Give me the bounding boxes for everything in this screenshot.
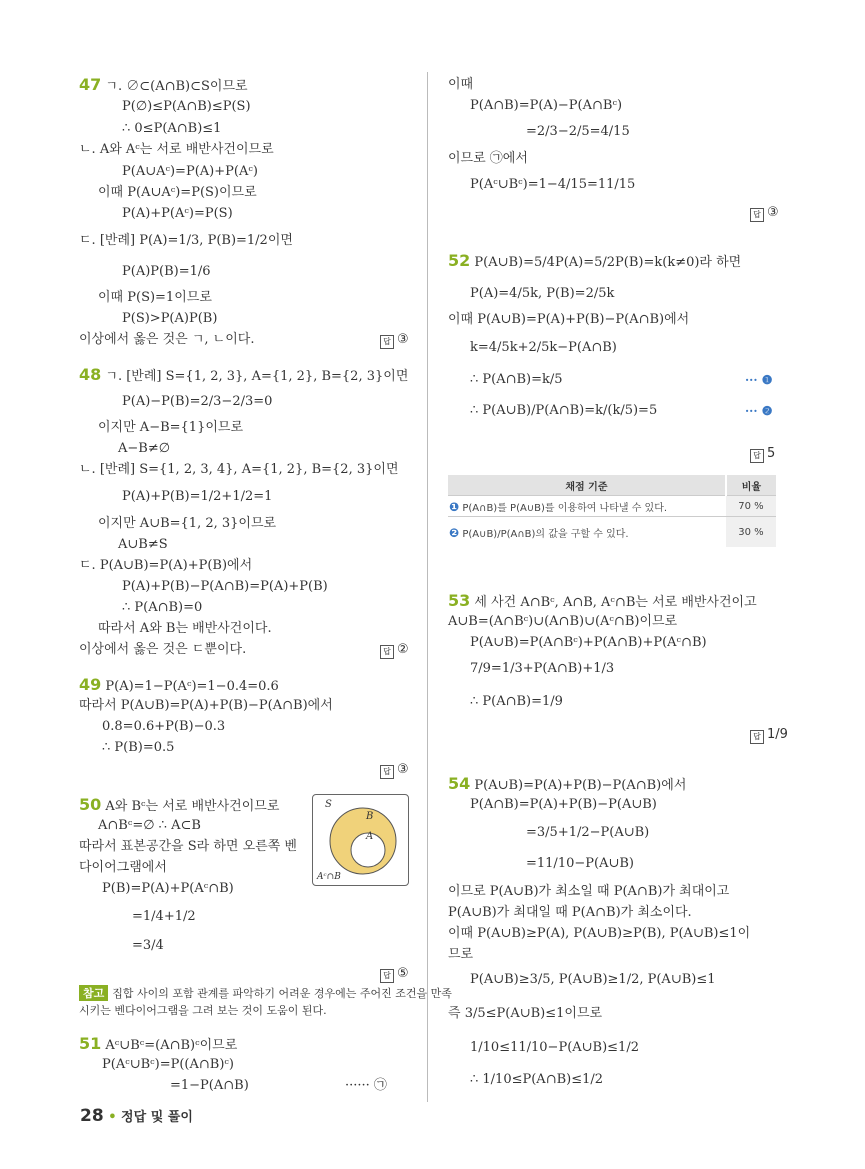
text-line: =1/4+1/2 [132,909,196,924]
answer-49: 답 ③ [380,762,409,779]
text-line: ∴ 0≤P(A∩B)≤1 [122,121,222,136]
problem-50: 50 A와 Bᶜ는 서로 배반사건이므로 [79,795,280,814]
text-line: =3/4 [132,938,164,953]
text-line: A∪B≠S [118,537,168,552]
page-number: 28 [80,1106,104,1126]
problem-52: 52 P(A∪B)=5/4P(A)=5/2P(B)=k(k≠0)라 하면 [448,251,742,270]
problem-51: 51 Aᶜ∪Bᶜ=(A∩B)ᶜ이므로 [79,1034,238,1053]
text-line: ㄴ. A와 Aᶜ는 서로 배반사건이므로 [79,142,274,157]
text-line: 즉 3/5≤P(A∪B)≤1이므로 [448,1006,603,1021]
text-line: 이므로 P(A∪B)가 최소일 때 P(A∩B)가 최대이고 [448,884,730,899]
text-line: A−B≠∅ [118,441,171,456]
note-tag: 참고 [79,985,108,1001]
venn-label-s: S [325,799,332,810]
problem-number: 48 [79,365,102,384]
text-line: 따라서 A와 B는 배반사건이다. [98,621,272,636]
text-line: 이므로 ㉠에서 [448,151,528,166]
footer-label: 정답 및 풀이 [121,1110,193,1125]
text-line: 0.8=0.6+P(B)−0.3 [102,719,226,734]
text-line: =2/3−2/5=4/15 [526,124,630,139]
answer-icon: 답 [750,730,764,744]
text-line: P(A∪B)=P(A∩Bᶜ)+P(A∩B)+P(Aᶜ∩B) [470,635,707,650]
venn-label-b: B [366,811,374,822]
answer-51: 답 ③ [750,205,779,222]
table-row: ❶ P(A∩B)를 P(A∪B)를 이용하여 나타낼 수 있다. 70 % [448,496,776,517]
text-line: A∪B=(A∩Bᶜ)∪(A∩B)∪(Aᶜ∩B)이므로 [448,614,678,629]
answer-53: 답 1/9 [750,727,788,744]
answer-icon: 답 [380,969,394,983]
venn-label-ac-b: Aᶜ∩B [317,872,341,882]
answer-icon: 답 [750,449,764,463]
text-line: P(A∪Aᶜ)=P(A)+P(Aᶜ) [122,164,258,179]
answer-icon: 답 [380,335,394,349]
text-line: P(A)+P(Aᶜ)=P(S) [122,206,233,221]
text-line: 이때 [448,77,474,92]
text-line: P(A∩B)=P(A)+P(B)−P(A∪B) [470,797,657,812]
column-divider [427,72,428,1102]
venn-label-a: A [366,831,374,842]
problem-number: 49 [79,675,102,694]
text-line: 므로 [448,947,474,962]
text-line: k=4/5k+2/5k−P(A∩B) [470,340,617,355]
text-line: ∴ P(A∩B)=k/5 [470,372,563,387]
text-line: ∴ P(A∩B)=0 [122,600,203,615]
text-line: P(A∩B)=P(A)−P(A∩Bᶜ) [470,98,623,113]
problem-number: 53 [448,591,471,610]
answer-47: 답 ③ [380,332,409,349]
text-line: ㄷ. [반례] P(A)=1/3, P(B)=1/2이면 [79,233,293,248]
text-line: P(A)=4/5k, P(B)=2/5k [470,286,615,301]
text-line: ······ ㉠ [345,1078,387,1093]
text-line: P(A)P(B)=1/6 [122,264,211,279]
text-line: 1/10≤11/10−P(A∪B)≤1/2 [470,1040,639,1055]
text-line: ∴ P(B)=0.5 [102,740,175,755]
text-line: 이때 P(S)=1이므로 [98,290,212,305]
answer-icon: 답 [380,645,394,659]
text-line: 따라서 P(A∪B)=P(A)+P(B)−P(A∩B)에서 [79,698,333,713]
text-line: P(A)+P(B)−P(A∩B)=P(A)+P(B) [122,579,328,594]
text-line: =11/10−P(A∪B) [526,856,634,871]
problem-49: 49 P(A)=1−P(Aᶜ)=1−0.4=0.6 [79,675,279,694]
venn-diagram [312,794,409,886]
text-line: 이지만 A−B={1}이므로 [98,420,244,435]
text-line: ∴ P(A∩B)=1/9 [470,694,563,709]
text-line: P(A∪B)≥3/5, P(A∪B)≥1/2, P(A∪B)≤1 [470,972,716,987]
answer-48: 답 ② [380,642,409,659]
text-line: =3/5+1/2−P(A∪B) [526,825,650,840]
text-line: ∴ 1/10≤P(A∩B)≤1/2 [470,1072,604,1087]
step-marker-1: ··· ❶ [745,373,773,387]
text-line: 이때 P(A∪B)=P(A)+P(B)−P(A∩B)에서 [448,312,690,327]
note: 참고 집합 사이의 포함 관계를 파악하기 어려운 경우에는 주어진 조건을 만족 [79,985,452,1001]
answer-icon: 답 [750,208,764,222]
text-line: ∴ P(A∪B)/P(A∩B)=k/(k/5)=5 [470,403,658,418]
text-line: P(A)+P(B)=1/2+1/2=1 [122,489,273,504]
text-line: P(∅)≤P(A∩B)≤P(S) [122,99,251,114]
problem-number: 52 [448,251,471,270]
text-line: P(A∪B)가 최대일 때 P(A∩B)가 최소이다. [448,905,692,920]
answer-52: 답 5 [750,446,775,463]
text-line: 따라서 표본공간을 S라 하면 오른쪽 벤 [79,839,297,854]
answer-50: 답 ⑤ [380,966,409,983]
problem-47: 47 ㄱ. ∅⊂(A∩B)⊂S이므로 [79,75,248,94]
text-line: P(B)=P(A)+P(Aᶜ∩B) [102,881,234,896]
problem-48: 48 ㄱ. [반례] S={1, 2, 3}, A={1, 2}, B={2, 3}이면 [79,365,409,384]
grading-header-criteria: 채점 기준 [448,475,726,496]
text-line: 다이어그램에서 [79,860,167,875]
page-footer [80,1106,193,1126]
problem-number: 51 [79,1034,102,1053]
problem-number: 50 [79,795,102,814]
text-line: P(Aᶜ∪Bᶜ)=1−4/15=11/15 [470,177,636,192]
answer-icon: 답 [380,765,394,779]
text-line: 이상에서 옳은 것은 ㄱ, ㄴ이다. [79,332,255,347]
text-line: 이때 P(A∪B)≥P(A), P(A∪B)≥P(B), P(A∪B)≤1이 [448,926,751,941]
text-line: 7/9=1/3+P(A∩B)+1/3 [470,661,615,676]
text-line: 이지만 A∪B={1, 2, 3}이므로 [98,516,277,531]
text-line: A∩Bᶜ=∅ ∴ A⊂B [98,818,201,833]
text-line: 이상에서 옳은 것은 ㄷ뿐이다. [79,642,247,657]
text-line: P(A)−P(B)=2/3−2/3=0 [122,394,273,409]
text-line: P(S)>P(A)P(B) [122,311,218,326]
text-line: ㄷ. P(A∪B)=P(A)+P(B)에서 [79,558,253,573]
problem-54: 54 P(A∪B)=P(A)+P(B)−P(A∩B)에서 [448,774,687,793]
text-line: 이때 P(A∪Aᶜ)=P(S)이므로 [98,185,257,200]
text-line: =1−P(A∩B) [170,1078,249,1093]
grading-table [448,475,776,547]
table-row: ❷ P(A∪B)/P(A∩B)의 값을 구할 수 있다. 30 % [448,517,776,548]
bullet-icon: • [108,1110,117,1125]
problem-53: 53 세 사건 A∩Bᶜ, A∩B, Aᶜ∩B는 서로 배반사건이고 [448,591,757,610]
step-marker-2: ··· ❷ [745,404,773,418]
problem-number: 54 [448,774,471,793]
text-line: ㄴ. [반례] S={1, 2, 3, 4}, A={1, 2}, B={2, 3}이면 [79,462,399,477]
text-line: P(Aᶜ∪Bᶜ)=P((A∩B)ᶜ) [102,1057,234,1072]
note-line: 시키는 벤다이어그램을 그려 보는 것이 도움이 된다. [79,1004,327,1017]
grading-header-ratio: 비율 [726,475,776,496]
problem-number: 47 [79,75,102,94]
